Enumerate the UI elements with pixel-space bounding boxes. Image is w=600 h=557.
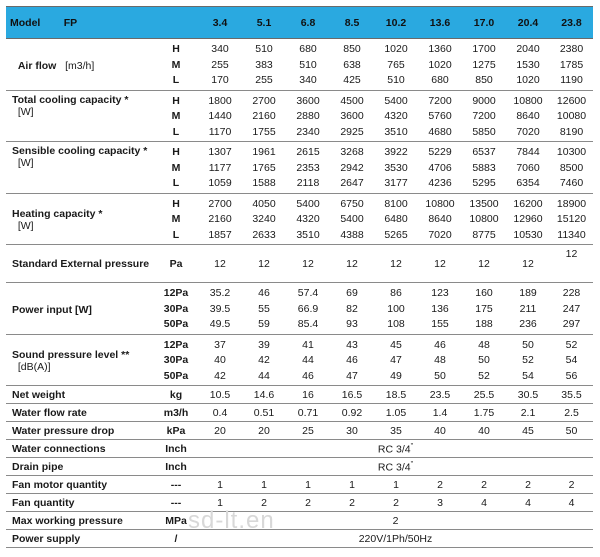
power-input-label: Power input [W]	[12, 303, 92, 316]
model-cell: 5.1	[242, 7, 286, 39]
power-input-group: Power input [W] 12Pa 35.2 46 57.4 69 86 123 160 189 228 30Pa 39.5 55 66.9 82 100 136 175 211 247 50Pa 49.5 59 85.4 93 108 155 188 236 297	[6, 283, 593, 335]
sound-group: Sound pressure level ** [dB(A)] 12Pa 37 39 41 43 45 46 48 50 52 30Pa 40 42 44 46 47 48 50 52 54 50Pa 42 44 46 47 49 50 52 54 56	[6, 334, 593, 386]
fan-qty-row: Fan quantity --- 1 2 2 2 2 3 4 4 4	[6, 494, 593, 512]
model-cell: 17.0	[462, 7, 506, 39]
water-drop-row: Water pressure drop kPa 20 20 25 30 35 40 40 45 50	[6, 422, 593, 440]
model-cell: 23.8	[550, 7, 593, 39]
air-flow-label: Air flow [m3/h]	[17, 59, 95, 72]
single-rows	[6, 386, 593, 548]
ext-pressure-label: Standard External pressure	[12, 257, 150, 270]
model-cell: 10.2	[374, 7, 418, 39]
water-conn-row: Water connections Inch RC 3/4"	[6, 440, 593, 458]
ext-pressure-group: Standard External pressure Pa 12 12 12 12 12 12 12 12 12	[6, 245, 593, 283]
total-cooling-group: Total cooling capacity * [W] H 1800 2700 3600 4500 5400 7200 9000 10800 12600 M 1440 2160 2880 3600 4320 5760 7200 8640 10080 L 1170 1755 2340 2925 3510 4680 5850 7020 8190	[6, 90, 593, 142]
air-flow-group: Air flow [m3/h] H 340 510 680 850 1020 1360 1700 2040 2380 M 255 383 510 638 765 1020 1275 1530 1785 L 170 255 340 425 510 680 850 1020 1190	[6, 39, 593, 91]
water-flow-row: Water flow rate m3/h 0.4 0.51 0.71 0.92 1.05 1.4 1.75 2.1 2.5	[6, 404, 593, 422]
sound-label: Sound pressure level ** [dB(A)]	[12, 349, 130, 374]
watermark-text: sd-lt.en	[188, 507, 275, 534]
model-cell: 3.4	[198, 7, 242, 39]
model-cell: 8.5	[330, 7, 374, 39]
model-header: Model FP	[6, 7, 154, 39]
sensible-cooling-label: Sensible cooling capacity * [W]	[12, 145, 148, 169]
net-weight-row: Net weight kg 10.5 14.6 16 16.5 18.5 23.5 25.5 30.5 35.5	[6, 386, 593, 404]
max-pressure-row: Max working pressure MPa 2	[6, 512, 593, 530]
fan-motor-row: Fan motor quantity --- 1 1 1 1 1 2 2 2 2	[6, 476, 593, 494]
model-cell: 13.6	[418, 7, 462, 39]
header-row	[6, 7, 593, 39]
model-cell: 20.4	[506, 7, 550, 39]
heating-label: Heating capacity * [W]	[12, 208, 103, 233]
heating-group: Heating capacity * [W] H 2700 4050 5400 6750 8100 10800 13500 16200 18900 M 2160 3240 4320 5400 6480 8640 10800 12960 15120 L 1857 2633 3510 4388 5265 7020 8775 10530 11340	[6, 193, 593, 245]
drain-row: Drain pipe Inch RC 3/4"	[6, 458, 593, 476]
power-supply-row: Power supply / 220V/1Ph/50Hz	[6, 530, 593, 548]
total-cooling-label: Total cooling capacity * [W]	[12, 93, 129, 118]
spec-table	[6, 6, 593, 548]
sensible-cooling-group: Sensible cooling capacity * [W] H 1307 1961 2615 3268 3922 5229 6537 7844 10300 M 1177 1765 2353 2942 3530 4706 5883 7060 8500 L 1059 1588 2118 2647 3177 4236 5295 6354 7460	[6, 142, 593, 194]
model-cell: 6.8	[286, 7, 330, 39]
